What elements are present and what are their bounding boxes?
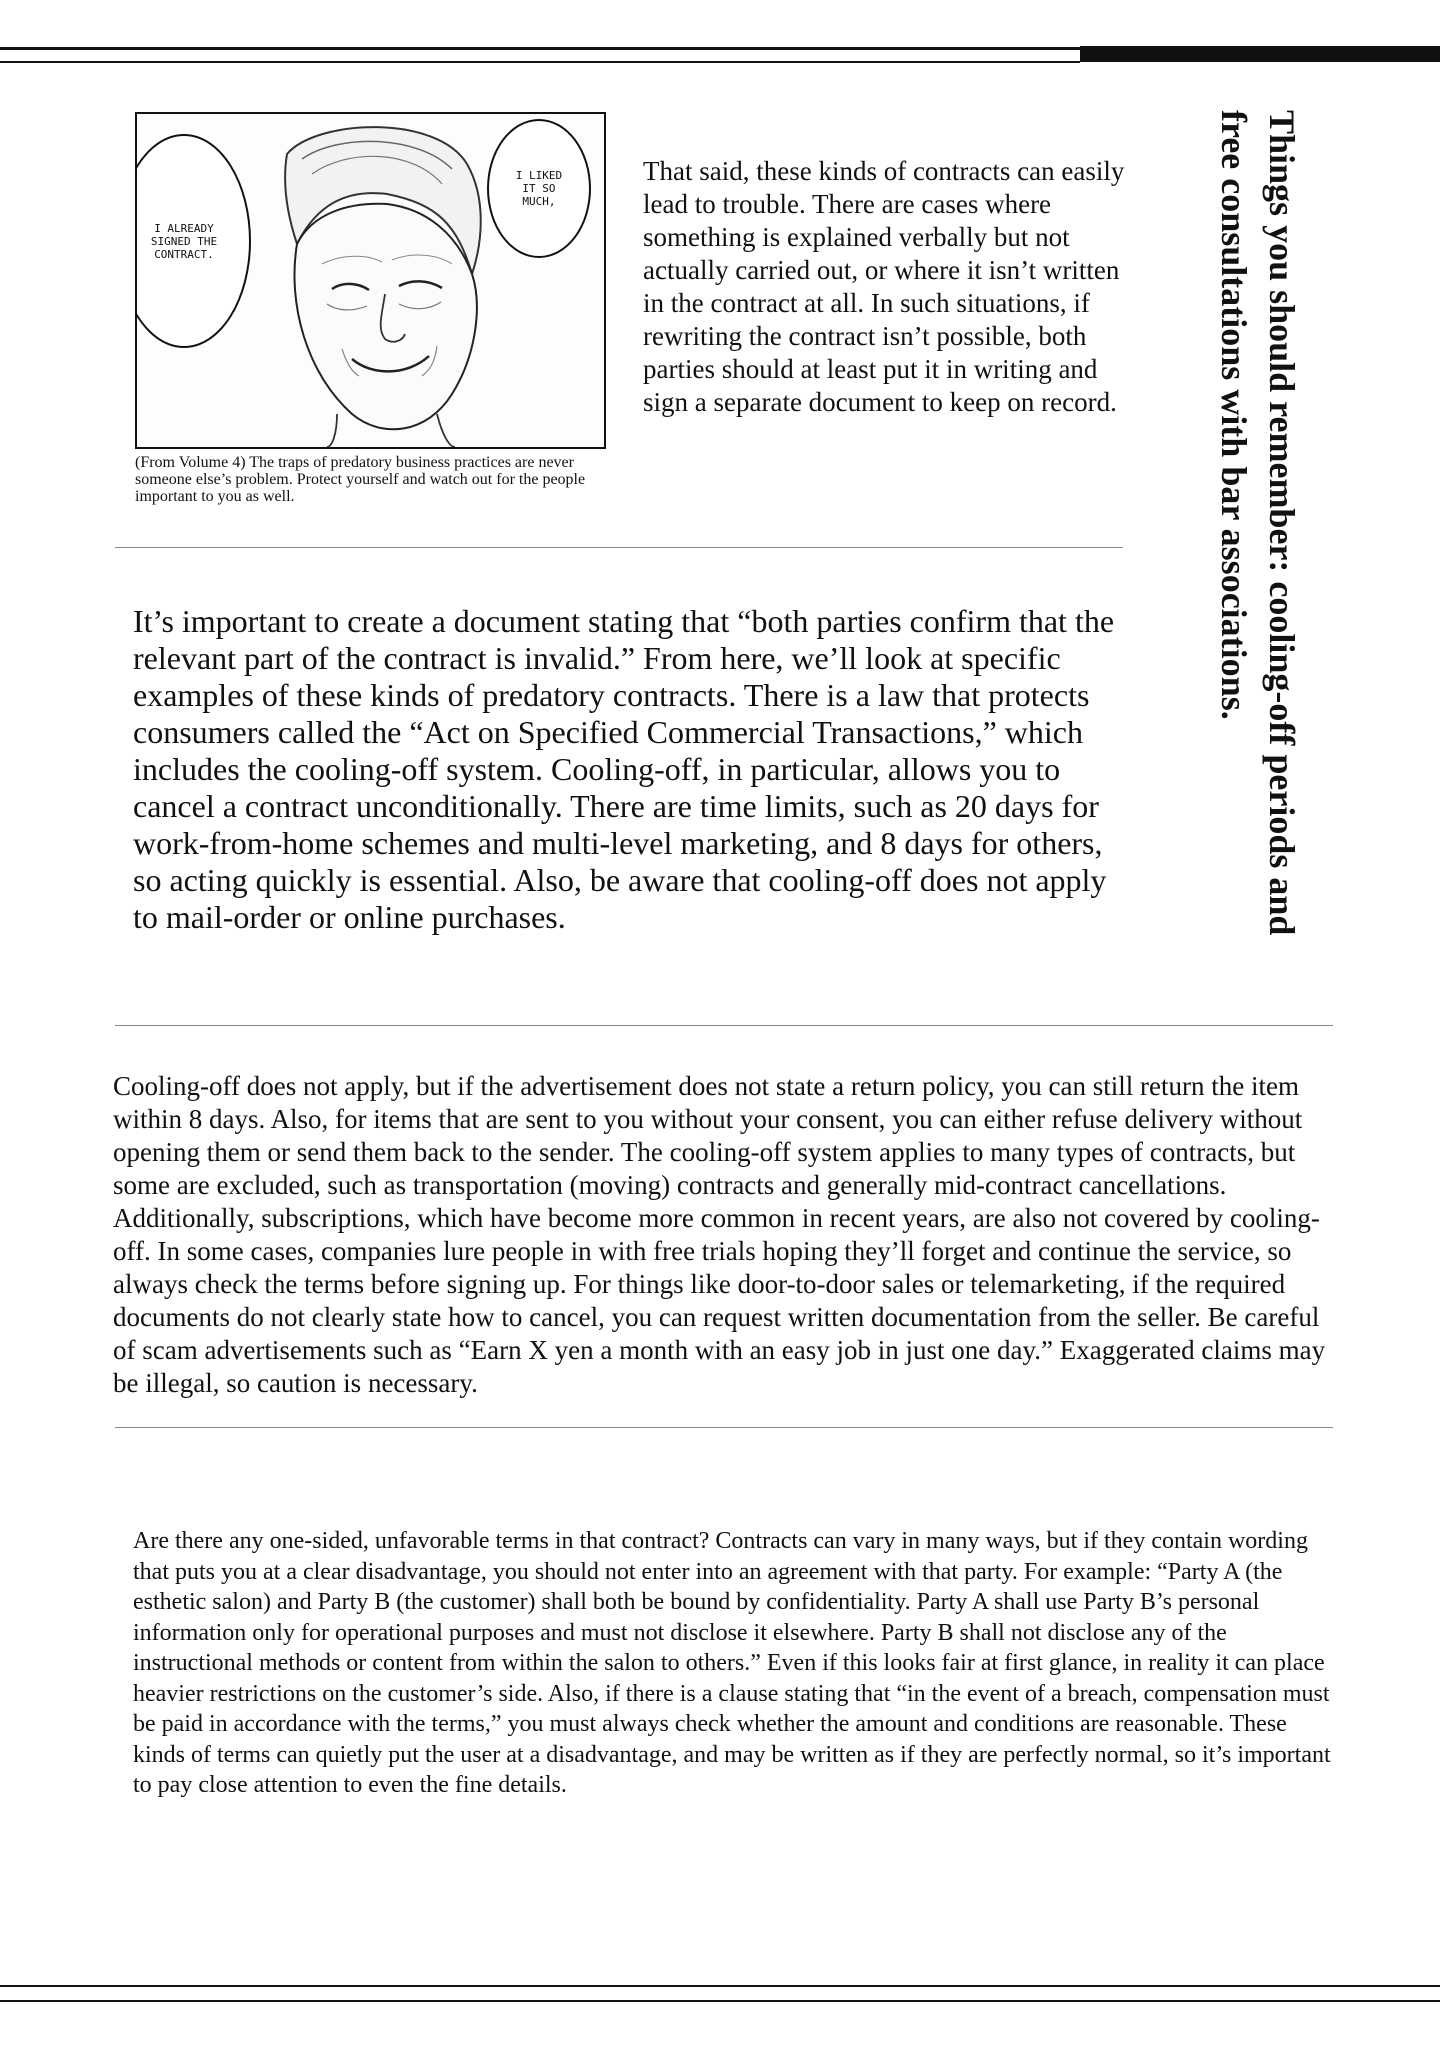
top-rule-bar	[1080, 46, 1440, 62]
paragraph-contract-trouble: That said, these kinds of contracts can easily lead to trouble. There are cases where something is explained verbally but not actually carried out, or where it isn’t written in the contract at all. In such situations, if rewriting the contract isn’t possible, both parties should at least put it in writing and sign a separate document to keep on record.	[643, 156, 1125, 417]
bottom-rule-lower	[0, 2000, 1440, 2002]
manga-panel	[135, 112, 606, 449]
speech-bubble-right: I LIKED IT SO MUCH,	[487, 119, 591, 258]
speech-bubble-left: I ALREADY SIGNED THE CONTRACT.	[135, 134, 251, 348]
top-rule-underline	[0, 61, 1080, 63]
panel-caption: (From Volume 4) The traps of predatory business practices are never someone else’s problem. Protect yourself and watch out for the people important to you as well.	[135, 454, 586, 505]
top-rule	[0, 47, 1080, 50]
paragraph-unfavorable-terms: Are there any one-sided, unfavorable terms in that contract? Contracts can vary in many ways, but if they contain wording that puts you at a clear disadvantage, you should not enter into an agreement with that party. For example: “Party A (the esthetic salon) and Party B (the customer) shall both be bound by confidentiality. Party A shall use Party B’s personal information only for operational purposes and must not disclose it elsewhere. Party B shall not disclose any of the instructional methods or content from within the salon to others.” Even if this looks fair at first glance, in reality it can place heavier restrictions on the customer’s side. Also, if there is a clause stating that “in the event of a breach, compensation must be paid in accordance with the terms,” you must always check whether the amount and conditions are reasonable. These kinds of terms can quietly put the user at a disadvantage, and may be written as if they are perfectly normal, so it’s important to pay close attention to even the fine details.	[133, 1528, 1331, 1798]
bottom-rule	[0, 1985, 1440, 1987]
divider-3	[115, 1427, 1333, 1428]
divider-1	[115, 547, 1123, 548]
divider-2	[115, 1025, 1333, 1026]
paragraph-cooling-off-exceptions: Cooling-off does not apply, but if the advertisement does not state a return policy, you can still return the item within 8 days. Also, for items that are sent to you without your consent, you can either refuse delivery without opening them or send them back to the sender. The cooling-off system applies to many types of contracts, but some are excluded, such as transportation (moving) contracts and generally mid-contract cancellations. Additionally, subscriptions, which have become more common in recent years, are also not covered by cooling-off. In some cases, companies lure people in with free trials hoping they’ll forget and continue the service, so always check the terms before signing up. For things like door-to-door sales or telemarketing, if the required documents do not clearly state how to cancel, you can request written documentation from the seller. Be careful of scam advertisements such as “Earn X yen a month with an easy job in just one day.” Exaggerated claims may be illegal, so caution is necessary.	[113, 1071, 1326, 1398]
vertical-section-title: Things you should remember: cooling-off periods and free consultations with bar associations.	[1214, 110, 1302, 936]
paragraph-cooling-off-system: It’s important to create a document stating that “both parties confirm that the relevant part of the contract is invalid.” From here, we’ll look at specific examples of these kinds of predatory contracts. There is a law that protects consumers called the “Act on Specified Commercial Transactions,” which includes the cooling-off system. Cooling-off, in particular, allows you to cancel a contract unconditionally. There are time limits, such as 20 days for work-from-home schemes and multi-level marketing, and 8 days for others, so acting quickly is essential. Also, be aware that cooling-off does not apply to mail-order or online purchases.	[133, 603, 1115, 935]
